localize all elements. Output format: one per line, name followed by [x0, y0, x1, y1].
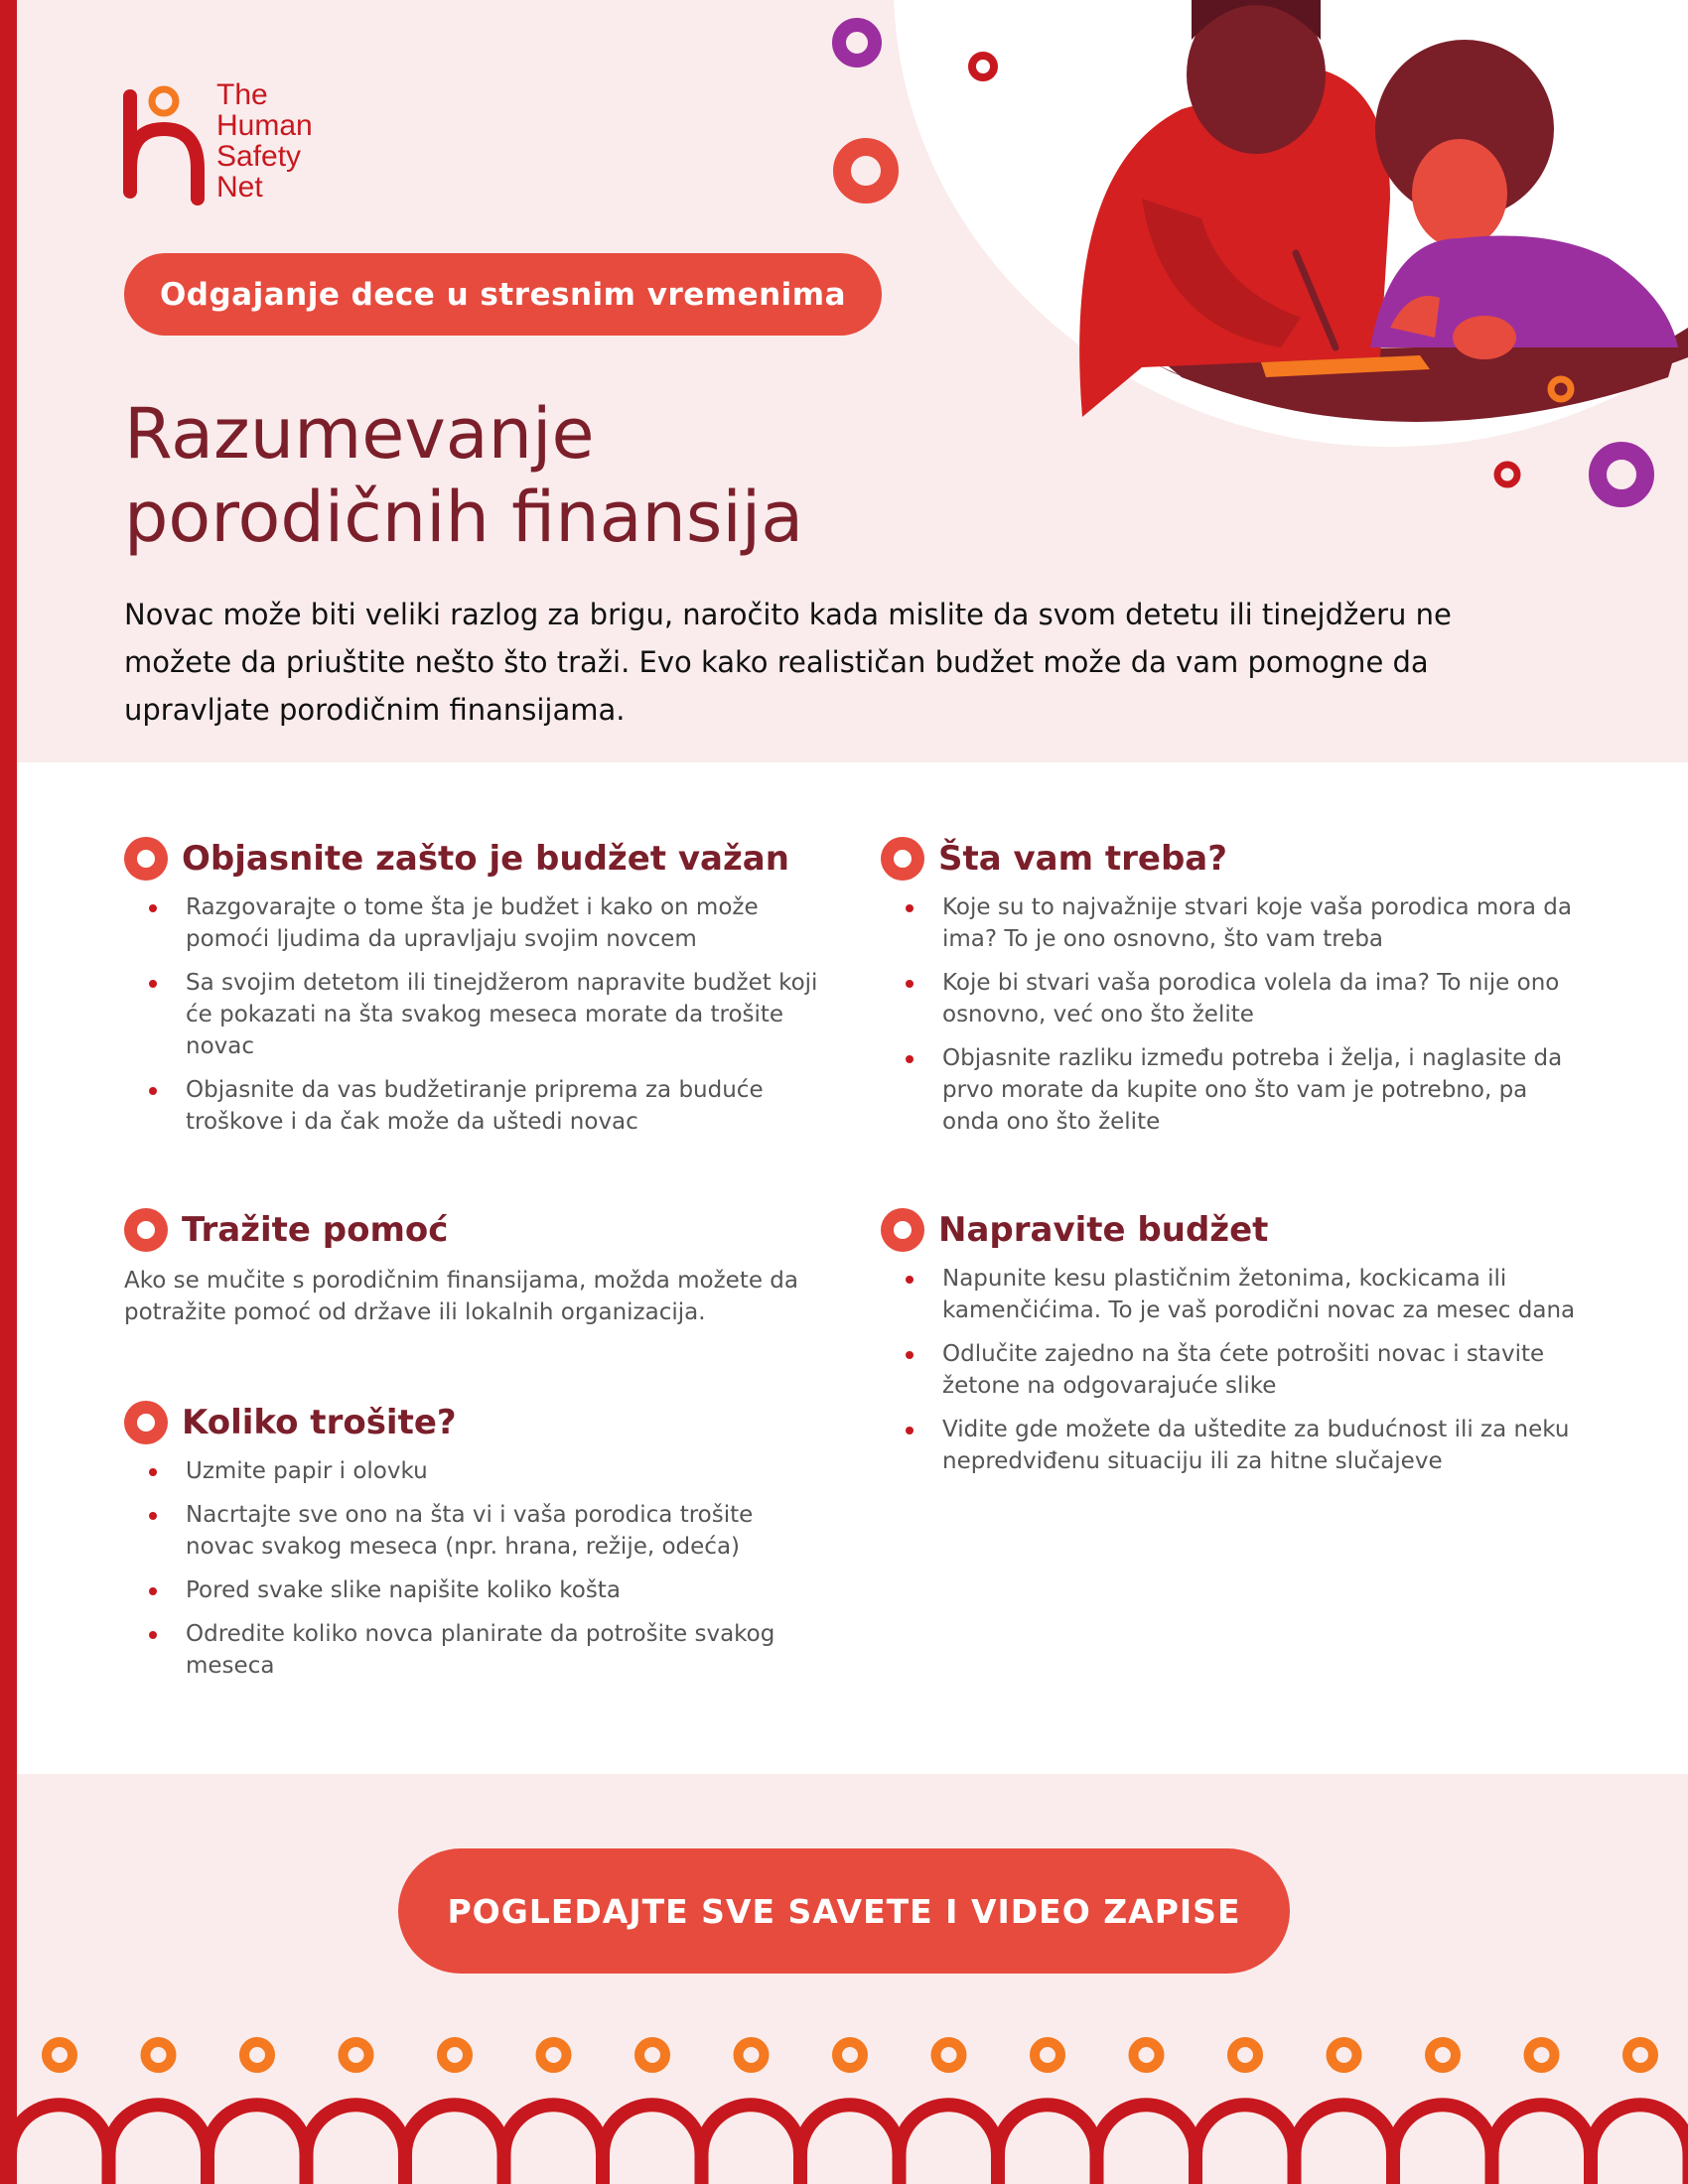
- bullet-list: [124, 891, 819, 1138]
- decor-dot: [639, 2042, 665, 2068]
- decor-dot: [244, 2042, 270, 2068]
- view-all-tips-button[interactable]: POGLEDAJTE SVE SAVETE I VIDEO ZAPISE: [398, 1848, 1290, 1974]
- decor-dot: [936, 2042, 962, 2068]
- decor-dot: [1430, 2042, 1456, 2068]
- section-title: Šta vam treba?: [938, 839, 1227, 879]
- list-item: Koje bi stvari vaša porodica volela da ima? To nije ono osnovno, već ono što želite: [881, 967, 1576, 1030]
- list-item: Razgovarajte o tome šta je budžet i kako on može pomoći ljudima da upravljaju svojim novcem: [124, 891, 819, 955]
- decor-dot: [1134, 2042, 1160, 2068]
- decor-arch: [405, 2105, 504, 2184]
- decor-arch: [307, 2105, 406, 2184]
- decor-arch: [603, 2105, 702, 2184]
- section-seek-help: [124, 1205, 819, 1328]
- decor-arch: [1393, 2105, 1492, 2184]
- section-header: [881, 834, 1576, 884]
- brand-logo[interactable]: [119, 79, 348, 208]
- decor-dot: [442, 2042, 468, 2068]
- list-item: Uzmite papir i olovku: [124, 1455, 819, 1487]
- section-title: Napravite budžet: [938, 1210, 1269, 1250]
- page-title: [124, 392, 1018, 559]
- section-header: [124, 1398, 819, 1447]
- left-accent-bar: [0, 0, 17, 2184]
- section-title: Koliko trošite?: [182, 1403, 457, 1442]
- decor-dot: [1627, 2042, 1653, 2068]
- decor-arch: [1196, 2105, 1295, 2184]
- ring-bullet-icon: [124, 1401, 168, 1444]
- decor-arch: [900, 2105, 999, 2184]
- decor-dot: [146, 2042, 172, 2068]
- decor-dot: [1332, 2042, 1357, 2068]
- section-title: Objasnite zašto je budžet važan: [182, 839, 789, 879]
- title-line-1: Razumevanje: [124, 393, 595, 475]
- footer-arches-decoration: [0, 2025, 1688, 2184]
- brand-line-1: The: [216, 78, 268, 111]
- decor-dot: [47, 2042, 72, 2068]
- series-label: Odgajanje dece u stresnim vremenima: [124, 253, 882, 336]
- parent-child-illustration: [993, 0, 1688, 496]
- decor-arch: [1492, 2105, 1592, 2184]
- decor-arch: [10, 2105, 109, 2184]
- section-what-you-need: [881, 834, 1576, 1150]
- section-header: [124, 1205, 819, 1255]
- section-how-much-spend: [124, 1398, 819, 1694]
- section-header: [881, 1205, 1576, 1255]
- decor-arch: [1591, 2105, 1688, 2184]
- list-item: Napunite kesu plastičnim žetonima, kockicama ili kamenčićima. To je vaš porodični novac za mesec dana: [881, 1263, 1576, 1326]
- ring-bullet-icon: [124, 1208, 168, 1252]
- list-item: Odlučite zajedno na šta ćete potrošiti novac i stavite žetone na odgovarajuće slike: [881, 1338, 1576, 1402]
- decor-arch: [109, 2105, 209, 2184]
- brand-line-2: Human: [216, 109, 313, 142]
- ring-bullet-icon: [881, 837, 924, 881]
- section-make-budget: [881, 1205, 1576, 1489]
- decor-arch: [1097, 2105, 1196, 2184]
- list-item: Objasnite razliku između potreba i želja, i naglasite da prvo morate da kupite ono što vam je potrebno, pa onda ono što želite: [881, 1042, 1576, 1138]
- decor-dot: [344, 2042, 369, 2068]
- ring-bullet-icon: [124, 837, 168, 881]
- list-item: Sa svojim detetom ili tinejdžerom napravite budžet koji će pokazati na šta svakog meseca morate da trošite novac: [124, 967, 819, 1062]
- decor-arch: [208, 2105, 307, 2184]
- h-logo-icon: [119, 79, 209, 208]
- brand-line-4: Net: [216, 171, 263, 204]
- section-header: [124, 834, 819, 884]
- decor-arch: [1295, 2105, 1394, 2184]
- intro-paragraph: Novac može biti veliki razlog za brigu, naročito kada mislite da svom detetu ili tinejdžeru ne možete da priuštite nešto što traži. Evo kako realističan budžet može da vam pomogne da upravljate porodičnim finansijama.: [124, 598, 1452, 727]
- brand-name: [216, 79, 313, 203]
- ring-bullet-icon: [881, 1208, 924, 1252]
- list-item: Vidite gde možete da uštedite za budućnost ili za neku nepredviđenu situaciju ili za hitne slučajeve: [881, 1414, 1576, 1477]
- list-item: Odredite koliko novca planirate da potrošite svakog meseca: [124, 1618, 819, 1682]
- list-item: Objasnite da vas budžetiranje priprema za buduće troškove i da čak može da uštedi novac: [124, 1074, 819, 1138]
- decor-arch: [702, 2105, 801, 2184]
- brand-line-3: Safety: [216, 140, 302, 173]
- list-item: Koje su to najvažnije stvari koje vaša porodica mora da ima? To je ono osnovno, što vam treba: [881, 891, 1576, 955]
- bullet-list: [881, 1263, 1576, 1477]
- section-title: Tražite pomoć: [182, 1210, 449, 1250]
- list-item: Nacrtajte sve ono na šta vi i vaša porodica trošite novac svakog meseca (npr. hrana, režije, odeća): [124, 1499, 819, 1563]
- decor-dot: [541, 2042, 567, 2068]
- bullet-list: [881, 891, 1576, 1138]
- section-text: Ako se mučite s porodičnim finansijama, možda možete da potražite pomoć od države ili lokalnih organizacija.: [124, 1268, 799, 1325]
- decor-dot: [739, 2042, 765, 2068]
- decor-dot: [1035, 2042, 1060, 2068]
- section-explain-budget: [124, 834, 819, 1150]
- title-line-2: porodičnih finansija: [124, 477, 804, 558]
- decor-dot: [837, 2042, 863, 2068]
- list-item: Pored svake slike napišite koliko košta: [124, 1574, 819, 1606]
- bullet-list: [124, 1455, 819, 1682]
- decor-dot: [1529, 2042, 1555, 2068]
- decor-arch: [800, 2105, 900, 2184]
- decor-dot: [1232, 2042, 1258, 2068]
- decor-arch: [504, 2105, 604, 2184]
- decor-arch: [998, 2105, 1097, 2184]
